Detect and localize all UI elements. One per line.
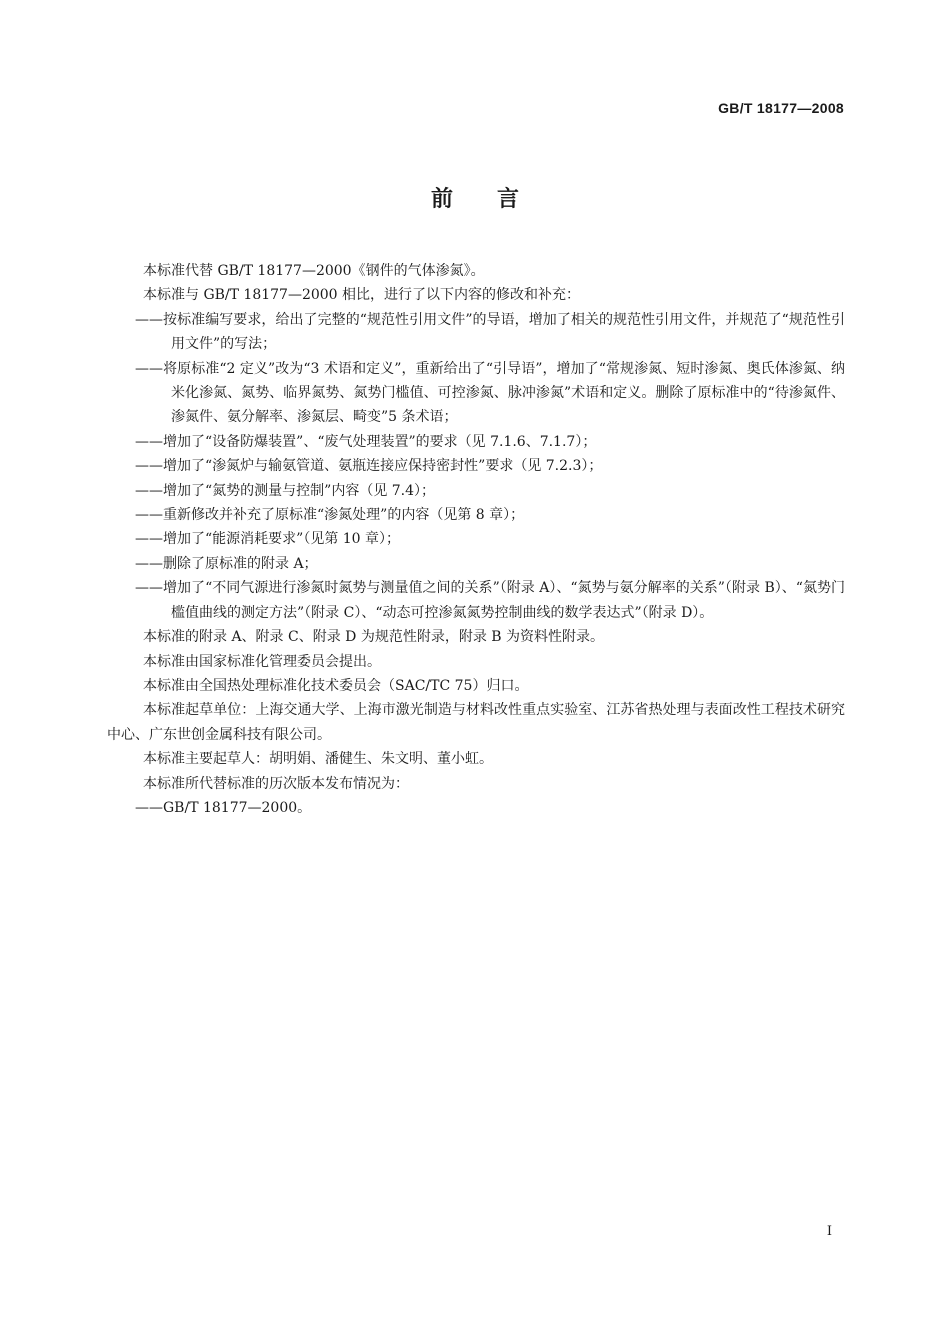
- list-item: ——增加了“设备防爆装置”、“废气处理装置”的要求（见 7.1.6、7.1.7）；: [135, 433, 597, 450]
- paragraph-proposed-by: 本标准由国家标准化管理委员会提出。: [143, 653, 381, 670]
- list-item: ——将原标准“2 定义”改为“3 术语和定义”，重新给出了“引导语”，增加了“常规渗氮、短时渗氮、奥氏体渗氮、纳米化渗氮、氮势、临界氮势、氮势门槛值、可控渗氮、脉冲渗氮”术语和定义。删除了原标准中的“待渗氮件、渗氮件、氨分解率、渗氮层、畸变”5 条术语；: [135, 360, 845, 426]
- history-list: [107, 796, 845, 820]
- changes-list: [107, 308, 845, 625]
- list-item: ——重新修改并补充了原标准“渗氮处理”的内容（见第 8 章）；: [135, 507, 525, 524]
- document-code: GB/T 18177—2008: [718, 100, 844, 116]
- list-item: ——按标准编写要求，给出了完整的“规范性引用文件”的导语，增加了相关的规范性引用文件，并规范了“规范性引用文件”的写法；: [135, 311, 845, 353]
- foreword-body: [107, 259, 845, 820]
- paragraph-replaces: 本标准代替 GB/T 18177—2000《钢件的气体渗氮》。: [143, 263, 485, 279]
- page-number: I: [826, 1224, 832, 1239]
- list-item: ——删除了原标准的附录 A；: [135, 555, 318, 572]
- page-title: 前言: [430, 187, 563, 212]
- list-item: ——增加了“氮势的测量与控制”内容（见 7.4）；: [135, 482, 436, 499]
- list-item: ——增加了“能源消耗要求”（见第 10 章）；: [135, 531, 401, 548]
- paragraph-changes-intro: 本标准与 GB/T 18177—2000 相比，进行了以下内容的修改和补充：: [143, 287, 581, 304]
- paragraph-drafters: 本标准主要起草人：胡明娟、潘健生、朱文明、董小虹。: [143, 751, 493, 768]
- list-item: ——增加了“不同气源进行渗氮时氮势与测量值之间的关系”（附录 A）、“氮势与氨分解率的关系”（附录 B）、“氮势门槛值曲线的测定方法”（附录 C）、“动态可控渗氮氮势控制曲线的数学表达式”（附录 D）。: [135, 580, 845, 621]
- list-item: ——增加了“渗氮炉与输氨管道、氨瓶连接应保持密封性”要求（见 7.2.3）；: [135, 458, 603, 475]
- paragraph-under-jurisdiction: 本标准由全国热处理标准化技术委员会（SAC/TC 75）归口。: [143, 677, 529, 694]
- paragraph-drafting-units: 本标准起草单位：上海交通大学、上海市激光制造与材料改性重点实验室、江苏省热处理与表面改性工程技术研究中心、广东世创金属科技有限公司。: [107, 702, 845, 743]
- paragraph-annexes: 本标准的附录 A、附录 C、附录 D 为规范性附录，附录 B 为资料性附录。: [143, 629, 605, 646]
- paragraph-history-intro: 本标准所代替标准的历次版本发布情况为：: [143, 775, 409, 792]
- list-item: ——GB/T 18177—2000。: [135, 799, 312, 816]
